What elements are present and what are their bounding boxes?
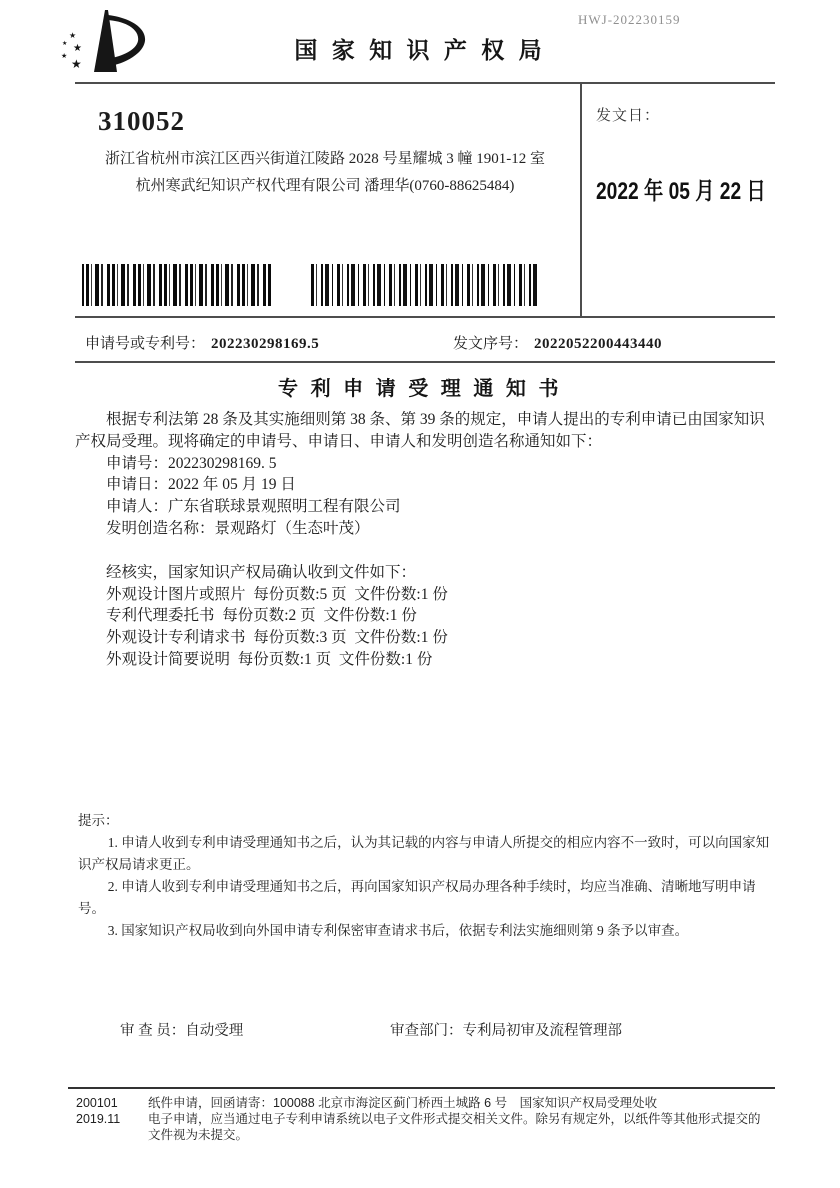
address-line-2: 杭州寒武纪知识产权代理有限公司 潘理华(0760-88625484) (135, 178, 515, 194)
field-application-date: 申请日：2022 年 05 月 19 日 (106, 476, 296, 494)
serial-number-label: 发文序号： (453, 336, 529, 352)
footer-line-electronic: 电子申请，应当通过电子专利申请系统以电子文件形式提交相关文件。除另有规定外，以纸件等其他形式提交的文件视为未提交。 (148, 1112, 761, 1142)
department-label: 审查部门： (390, 1023, 463, 1039)
document-item-3: 外观设计专利请求书 每份页数:3 页 文件份数:1 份 (106, 629, 448, 647)
horizontal-rule (75, 361, 775, 363)
examiner-group (120, 1019, 243, 1040)
serial-number-value: 2022052200443440 (534, 336, 663, 352)
dispatch-date-label: 发文日： (596, 108, 661, 124)
tip-item-2: 2. 申请人收到专利申请受理通知书之后，再向国家知识产权局办理各种手续时，均应当准确、清晰地写明申请号。 (78, 879, 756, 916)
department-value: 专利局初审及流程管理部 (462, 1023, 622, 1039)
application-number-group (85, 332, 319, 353)
footer-code-1: 200101 (76, 1096, 118, 1110)
department-group (390, 1019, 622, 1040)
footer (68, 1087, 775, 1143)
address-line-1: 浙江省杭州市滨江区西兴街道江陵路 2028 号星耀城 3 幢 1901-12 室 (105, 151, 545, 167)
barcode-serial-number (311, 264, 540, 306)
document-item-2: 专利代理委托书 每份页数:2 页 文件份数:1 份 (106, 607, 417, 625)
dispatch-date-value: 2022 年 05 月 22 日 (596, 178, 766, 205)
footer-code-2: 2019.11 (76, 1112, 121, 1126)
field-application-number: 申请号：202230298169. 5 (106, 454, 277, 472)
tips-label: 提示： (78, 813, 119, 828)
footer-instructions (148, 1095, 775, 1143)
svg-text:★: ★ (71, 57, 82, 71)
field-invention-name: 发明创造名称：景观路灯（生态叶茂） (106, 519, 370, 537)
notice-title: 专 利 申 请 受 理 通 知 书 (278, 378, 562, 400)
svg-text:★: ★ (62, 41, 68, 47)
footer-form-codes (68, 1095, 148, 1143)
postal-code: 310052 (98, 106, 185, 136)
barcode-application-number (82, 264, 273, 306)
svg-text:★: ★ (69, 31, 77, 40)
footer-line-paper: 纸件申请，回函请寄：100088 北京市海淀区蓟门桥西土城路 6 号 国家知识产权局受理处收 (148, 1096, 658, 1110)
tip-item-1: 1. 申请人收到专利申请受理通知书之后，认为其记载的内容与申请人所提交的相应内容不一致时，可以向国家知识产权局请求更正。 (78, 835, 770, 872)
application-number-value: 202230298169.5 (211, 336, 320, 352)
dispatch-date-box (582, 84, 775, 316)
tips-section (78, 810, 770, 942)
notice-body (75, 409, 777, 671)
document-item-1: 外观设计图片或照片 每份页数:5 页 文件份数:1 份 (106, 585, 448, 603)
document-item-4: 外观设计简要说明 每份页数:1 页 文件份数:1 份 (106, 650, 433, 668)
svg-text:★: ★ (61, 52, 68, 60)
documents-intro: 经核实，国家知识产权局确认收到文件如下： (106, 563, 417, 581)
address-dispatch-section (75, 82, 775, 318)
field-applicant: 申请人：广东省联球景观照明工程有限公司 (106, 498, 401, 516)
examiner-label: 审 查 员： (120, 1023, 186, 1039)
doc-reference-number: HWJ-202230159 (578, 12, 681, 27)
application-number-label: 申请号或专利号： (85, 336, 206, 352)
svg-text:★: ★ (73, 43, 82, 54)
serial-number-group (453, 332, 662, 353)
recipient-address (80, 146, 570, 200)
page-title: 国 家 知 识 产 权 局 (294, 37, 546, 63)
tip-item-3: 3. 国家知识产权局收到向外国申请专利保密审查请求书后，依据专利法实施细则第 9 条予以审查。 (107, 923, 689, 938)
notice-intro-paragraph: 根据专利法第 28 条及其实施细则第 38 条、第 39 条的规定，申请人提出的专利申请已由国家知识产权局受理。现将确定的申请号、申请日、申请人和发明创造名称通知如下： (75, 411, 765, 450)
examiner-value: 自动受理 (185, 1023, 244, 1039)
